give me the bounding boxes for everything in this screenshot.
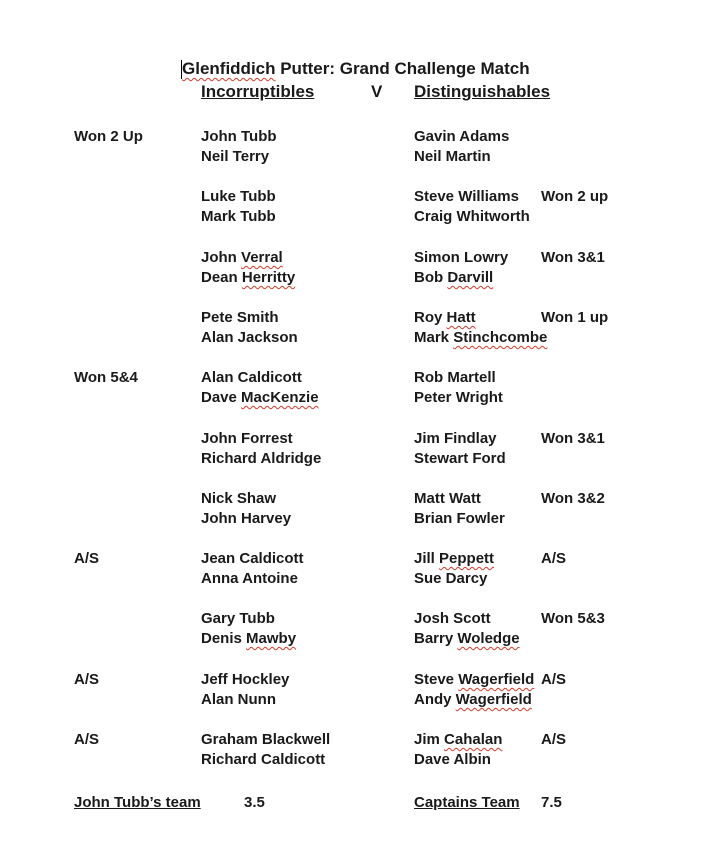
left-player-name: Alan Jackson (201, 329, 298, 346)
right-player-name: Josh Scott (414, 610, 491, 627)
right-total-label: Captains Team (414, 794, 520, 811)
right-player-name: Jim Cahalan (414, 731, 503, 748)
left-player-name: Alan Caldicott (201, 369, 302, 386)
right-player-name: Rob Martell (414, 369, 496, 386)
right-result: Won 3&1 (541, 249, 605, 266)
right-total (414, 794, 563, 812)
right-player-name: Barry Woledge (414, 630, 520, 647)
right-total-score: 7.5 (541, 794, 562, 811)
right-player-name: Sue Darcy (414, 570, 488, 587)
right-player-name: Craig Whitworth (414, 208, 530, 225)
right-result: Won 3&2 (541, 490, 605, 507)
left-player-name: Mark Tubb (201, 208, 276, 225)
left-player-name: Luke Tubb (201, 188, 276, 205)
right-result: A/S (541, 731, 567, 748)
left-player-name: Dean Herritty (201, 269, 296, 286)
left-player-name: Nick Shaw (201, 490, 277, 507)
left-result: A/S (74, 550, 100, 567)
versus-label: V (371, 82, 383, 101)
left-result: A/S (74, 671, 100, 688)
right-result: A/S (541, 550, 567, 567)
left-player-name: Gary Tubb (201, 610, 275, 627)
right-player-name: Peter Wright (414, 389, 503, 406)
left-team-header: Incorruptibles (201, 82, 315, 101)
left-player-name: Anna Antoine (201, 570, 298, 587)
left-total-label: John Tubb’s team (74, 794, 201, 811)
document-title (182, 59, 530, 79)
left-result: A/S (74, 731, 100, 748)
right-player-name: Jill Peppett (414, 550, 495, 567)
right-result: Won 2 up (541, 188, 609, 205)
right-player-name: Simon Lowry (414, 249, 509, 266)
left-player-name: Alan Nunn (201, 691, 276, 708)
right-player-name: Dave Albin (414, 751, 491, 768)
right-result: Won 1 up (541, 309, 609, 326)
left-player-name: John Verral (201, 249, 283, 266)
left-player-name: Pete Smith (201, 309, 279, 326)
left-player-name: Denis Mawby (201, 630, 297, 647)
right-player-name: Jim Findlay (414, 430, 497, 447)
right-player-name: Matt Watt (414, 490, 481, 507)
right-player-name: Stewart Ford (414, 450, 506, 467)
right-player-name: Gavin Adams (414, 128, 510, 145)
left-total (74, 794, 265, 812)
right-player-name: Brian Fowler (414, 510, 505, 527)
left-player-name: Dave MacKenzie (201, 389, 319, 406)
left-player-name: Neil Terry (201, 148, 270, 165)
left-player-name: Richard Aldridge (201, 450, 322, 467)
right-result: A/S (541, 671, 567, 688)
title-text: Glenfiddich Putter: Grand Challenge Match (182, 59, 530, 78)
left-player-name: John Tubb (201, 128, 277, 145)
left-player-name: Graham Blackwell (201, 731, 331, 748)
right-player-name: Neil Martin (414, 148, 491, 165)
left-result: Won 2 Up (74, 128, 143, 145)
right-result: Won 3&1 (541, 430, 605, 447)
left-total-score: 3.5 (244, 794, 265, 811)
right-player-name: Mark Stinchcombe (414, 329, 548, 346)
right-player-name: Steve Wagerfield (414, 671, 535, 688)
left-player-name: Jean Caldicott (201, 550, 304, 567)
right-player-name: Bob Darvill (414, 269, 494, 286)
right-player-name: Roy Hatt (414, 309, 476, 326)
left-result: Won 5&4 (74, 369, 138, 386)
left-player-name: John Harvey (201, 510, 292, 527)
left-player-name: Jeff Hockley (201, 671, 290, 688)
right-result: Won 5&3 (541, 610, 605, 627)
left-player-name: John Forrest (201, 430, 293, 447)
right-player-name: Steve Williams (414, 188, 519, 205)
left-player-name: Richard Caldicott (201, 751, 326, 768)
right-player-name: Andy Wagerfield (414, 691, 532, 708)
right-team-header: Distinguishables (414, 82, 551, 101)
